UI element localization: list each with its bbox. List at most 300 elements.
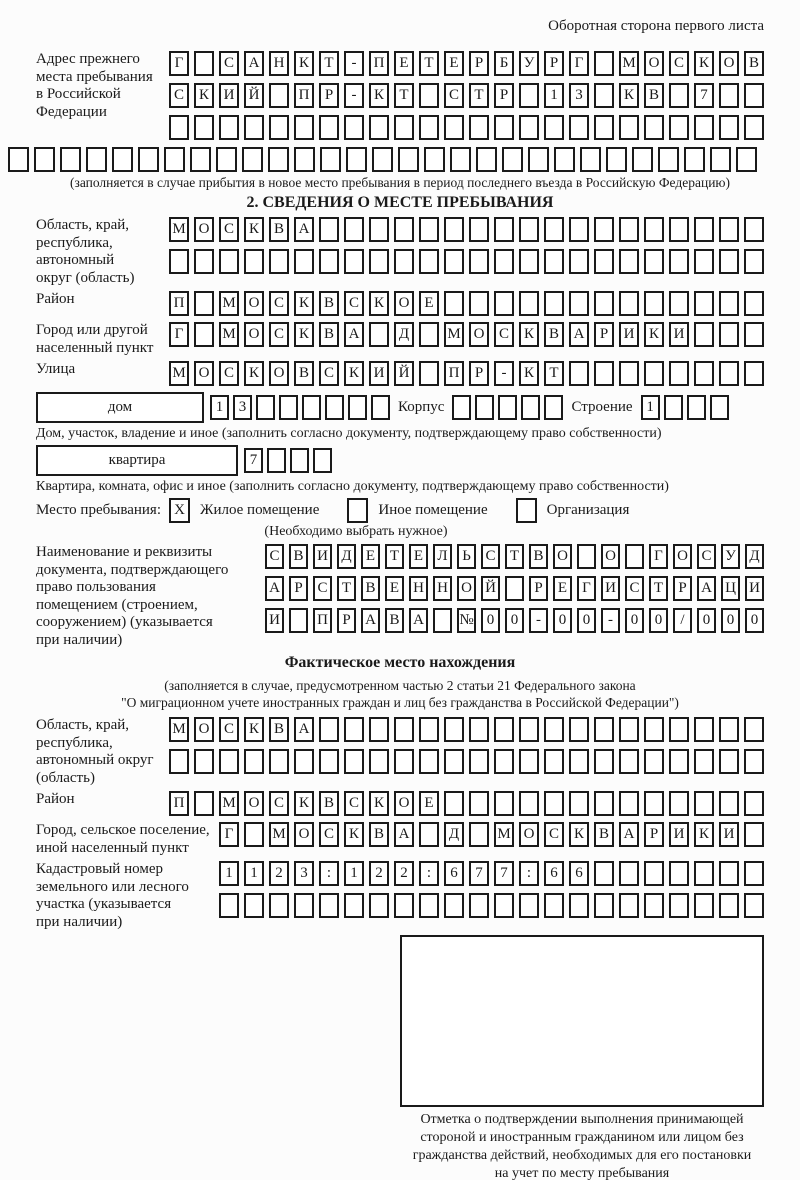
char-box[interactable]: К xyxy=(244,361,264,386)
char-box[interactable] xyxy=(444,249,464,274)
char-box[interactable] xyxy=(344,893,364,918)
char-box[interactable] xyxy=(398,147,419,172)
char-box[interactable]: Е xyxy=(361,544,380,569)
char-box[interactable] xyxy=(744,749,764,774)
char-box[interactable] xyxy=(348,395,367,420)
char-box[interactable] xyxy=(244,893,264,918)
char-box[interactable] xyxy=(302,395,321,420)
char-box[interactable]: С xyxy=(444,83,464,108)
char-box[interactable] xyxy=(744,115,764,140)
char-box[interactable]: : xyxy=(519,861,539,886)
char-box[interactable] xyxy=(419,822,439,847)
char-box[interactable]: И xyxy=(313,544,332,569)
char-box[interactable] xyxy=(294,147,315,172)
char-box[interactable] xyxy=(719,893,739,918)
char-box[interactable] xyxy=(194,51,214,76)
char-box[interactable] xyxy=(625,544,644,569)
char-box[interactable] xyxy=(60,147,81,172)
char-box[interactable]: И xyxy=(219,83,239,108)
char-box[interactable] xyxy=(544,893,564,918)
char-box[interactable]: И xyxy=(669,322,689,347)
char-box[interactable] xyxy=(669,893,689,918)
char-box[interactable] xyxy=(719,322,739,347)
char-box[interactable] xyxy=(719,291,739,316)
char-box[interactable]: В xyxy=(644,83,664,108)
char-box[interactable]: - xyxy=(529,608,548,633)
char-box[interactable] xyxy=(594,749,614,774)
char-box[interactable]: К xyxy=(369,291,389,316)
char-box[interactable]: Р xyxy=(529,576,548,601)
char-box[interactable]: 6 xyxy=(569,861,589,886)
char-box[interactable]: С xyxy=(269,322,289,347)
char-box[interactable]: П xyxy=(294,83,314,108)
char-box[interactable]: А xyxy=(619,822,639,847)
char-box[interactable] xyxy=(619,749,639,774)
char-box[interactable] xyxy=(369,893,389,918)
char-box[interactable] xyxy=(544,395,563,420)
char-box[interactable]: О xyxy=(244,791,264,816)
char-box[interactable] xyxy=(644,861,664,886)
char-box[interactable]: 1 xyxy=(219,861,239,886)
char-box[interactable] xyxy=(669,249,689,274)
char-box[interactable] xyxy=(544,791,564,816)
char-box[interactable] xyxy=(619,893,639,918)
char-box[interactable] xyxy=(394,717,414,742)
char-box[interactable]: Т xyxy=(419,51,439,76)
char-box[interactable]: Т xyxy=(385,544,404,569)
char-box[interactable] xyxy=(394,749,414,774)
char-box[interactable] xyxy=(494,249,514,274)
char-box[interactable]: Л xyxy=(433,544,452,569)
char-box[interactable] xyxy=(594,791,614,816)
char-box[interactable]: С xyxy=(269,791,289,816)
char-box[interactable]: А xyxy=(344,322,364,347)
char-box[interactable]: О xyxy=(394,291,414,316)
char-box[interactable] xyxy=(469,217,489,242)
char-box[interactable]: - xyxy=(344,51,364,76)
char-box[interactable] xyxy=(269,115,289,140)
char-box[interactable]: М xyxy=(444,322,464,347)
char-box[interactable] xyxy=(694,717,714,742)
char-box[interactable] xyxy=(319,217,339,242)
char-box[interactable] xyxy=(594,361,614,386)
char-box[interactable] xyxy=(279,395,298,420)
char-box[interactable]: А xyxy=(361,608,380,633)
char-box[interactable] xyxy=(267,448,286,473)
char-box[interactable]: Т xyxy=(544,361,564,386)
house-type-box[interactable]: дом xyxy=(36,392,204,423)
checkbox-residential[interactable]: X xyxy=(169,498,190,523)
char-box[interactable]: 2 xyxy=(369,861,389,886)
char-box[interactable]: : xyxy=(419,861,439,886)
char-box[interactable]: В xyxy=(319,322,339,347)
char-box[interactable] xyxy=(658,147,679,172)
char-box[interactable] xyxy=(469,791,489,816)
char-box[interactable] xyxy=(34,147,55,172)
char-box[interactable] xyxy=(744,861,764,886)
char-box[interactable]: К xyxy=(519,322,539,347)
char-box[interactable]: О xyxy=(469,322,489,347)
char-box[interactable]: Т xyxy=(337,576,356,601)
char-box[interactable] xyxy=(319,115,339,140)
char-box[interactable]: Р xyxy=(319,83,339,108)
char-box[interactable] xyxy=(694,291,714,316)
char-box[interactable] xyxy=(289,608,308,633)
char-box[interactable]: Е xyxy=(385,576,404,601)
char-box[interactable] xyxy=(244,822,264,847)
char-box[interactable]: Г xyxy=(569,51,589,76)
char-box[interactable] xyxy=(619,791,639,816)
char-box[interactable] xyxy=(694,115,714,140)
char-box[interactable]: С xyxy=(494,322,514,347)
char-box[interactable] xyxy=(744,361,764,386)
char-box[interactable] xyxy=(644,791,664,816)
char-box[interactable] xyxy=(544,717,564,742)
char-box[interactable] xyxy=(519,791,539,816)
char-box[interactable] xyxy=(394,115,414,140)
char-box[interactable] xyxy=(644,893,664,918)
char-box[interactable] xyxy=(86,147,107,172)
char-box[interactable] xyxy=(528,147,549,172)
char-box[interactable] xyxy=(419,361,439,386)
char-box[interactable]: М xyxy=(494,822,514,847)
char-box[interactable]: 3 xyxy=(233,395,252,420)
char-box[interactable]: 0 xyxy=(577,608,596,633)
char-box[interactable] xyxy=(544,291,564,316)
char-box[interactable]: Б xyxy=(494,51,514,76)
char-box[interactable]: Р xyxy=(644,822,664,847)
char-box[interactable] xyxy=(313,448,332,473)
char-box[interactable]: И xyxy=(719,822,739,847)
char-box[interactable] xyxy=(644,749,664,774)
char-box[interactable] xyxy=(519,749,539,774)
char-box[interactable] xyxy=(719,115,739,140)
char-box[interactable] xyxy=(194,791,214,816)
char-box[interactable] xyxy=(269,249,289,274)
char-box[interactable] xyxy=(577,544,596,569)
char-box[interactable] xyxy=(544,217,564,242)
char-box[interactable]: В xyxy=(294,361,314,386)
char-box[interactable]: В xyxy=(269,217,289,242)
char-box[interactable]: И xyxy=(369,361,389,386)
char-box[interactable] xyxy=(419,749,439,774)
char-box[interactable] xyxy=(369,749,389,774)
char-box[interactable] xyxy=(444,791,464,816)
char-box[interactable]: С xyxy=(319,822,339,847)
char-box[interactable] xyxy=(744,217,764,242)
char-box[interactable] xyxy=(469,822,489,847)
char-box[interactable]: 0 xyxy=(697,608,716,633)
char-box[interactable]: Р xyxy=(544,51,564,76)
char-box[interactable] xyxy=(344,749,364,774)
char-box[interactable] xyxy=(452,395,471,420)
char-box[interactable]: Е xyxy=(444,51,464,76)
char-box[interactable] xyxy=(669,361,689,386)
char-box[interactable] xyxy=(256,395,275,420)
char-box[interactable] xyxy=(619,115,639,140)
char-box[interactable] xyxy=(268,147,289,172)
char-box[interactable]: В xyxy=(385,608,404,633)
char-box[interactable] xyxy=(444,893,464,918)
char-box[interactable] xyxy=(369,217,389,242)
char-box[interactable] xyxy=(519,893,539,918)
char-box[interactable]: М xyxy=(169,361,189,386)
char-box[interactable] xyxy=(444,217,464,242)
char-box[interactable] xyxy=(216,147,237,172)
char-box[interactable]: 3 xyxy=(569,83,589,108)
char-box[interactable] xyxy=(269,749,289,774)
char-box[interactable] xyxy=(594,83,614,108)
char-box[interactable]: О xyxy=(394,791,414,816)
char-box[interactable]: В xyxy=(369,822,389,847)
char-box[interactable] xyxy=(372,147,393,172)
char-box[interactable]: 7 xyxy=(694,83,714,108)
char-box[interactable]: Г xyxy=(649,544,668,569)
char-box[interactable]: С xyxy=(265,544,284,569)
char-box[interactable] xyxy=(344,249,364,274)
char-box[interactable] xyxy=(719,791,739,816)
char-box[interactable]: С xyxy=(344,291,364,316)
char-box[interactable] xyxy=(319,717,339,742)
char-box[interactable]: Н xyxy=(269,51,289,76)
char-box[interactable] xyxy=(569,249,589,274)
char-box[interactable]: К xyxy=(344,822,364,847)
char-box[interactable] xyxy=(319,749,339,774)
char-box[interactable]: М xyxy=(219,291,239,316)
char-box[interactable] xyxy=(494,115,514,140)
char-box[interactable]: А xyxy=(569,322,589,347)
char-box[interactable]: Р xyxy=(337,608,356,633)
char-box[interactable] xyxy=(169,749,189,774)
char-box[interactable] xyxy=(469,893,489,918)
char-box[interactable]: О xyxy=(244,322,264,347)
char-box[interactable]: № xyxy=(457,608,476,633)
char-box[interactable]: У xyxy=(721,544,740,569)
char-box[interactable]: Р xyxy=(594,322,614,347)
char-box[interactable] xyxy=(8,147,29,172)
char-box[interactable]: П xyxy=(169,291,189,316)
char-box[interactable]: К xyxy=(644,322,664,347)
char-box[interactable] xyxy=(669,83,689,108)
char-box[interactable]: Т xyxy=(469,83,489,108)
char-box[interactable] xyxy=(498,395,517,420)
char-box[interactable] xyxy=(519,217,539,242)
char-box[interactable] xyxy=(194,291,214,316)
char-box[interactable]: К xyxy=(244,717,264,742)
char-box[interactable] xyxy=(694,361,714,386)
char-box[interactable]: А xyxy=(244,51,264,76)
char-box[interactable]: С xyxy=(669,51,689,76)
char-box[interactable] xyxy=(244,749,264,774)
char-box[interactable] xyxy=(494,717,514,742)
char-box[interactable] xyxy=(594,861,614,886)
char-box[interactable] xyxy=(569,291,589,316)
char-box[interactable]: А xyxy=(409,608,428,633)
char-box[interactable] xyxy=(444,115,464,140)
char-box[interactable]: С xyxy=(319,361,339,386)
char-box[interactable] xyxy=(669,791,689,816)
char-box[interactable] xyxy=(569,361,589,386)
char-box[interactable] xyxy=(594,217,614,242)
char-box[interactable] xyxy=(194,749,214,774)
char-box[interactable]: А xyxy=(394,822,414,847)
char-box[interactable]: Р xyxy=(289,576,308,601)
char-box[interactable]: 0 xyxy=(745,608,764,633)
char-box[interactable]: К xyxy=(569,822,589,847)
char-box[interactable]: Е xyxy=(419,291,439,316)
char-box[interactable]: В xyxy=(269,717,289,742)
char-box[interactable]: С xyxy=(625,576,644,601)
char-box[interactable] xyxy=(494,217,514,242)
char-box[interactable]: О xyxy=(294,822,314,847)
char-box[interactable] xyxy=(475,395,494,420)
char-box[interactable]: Й xyxy=(481,576,500,601)
char-box[interactable] xyxy=(744,322,764,347)
char-box[interactable]: К xyxy=(519,361,539,386)
char-box[interactable] xyxy=(744,291,764,316)
char-box[interactable] xyxy=(644,249,664,274)
char-box[interactable]: О xyxy=(194,217,214,242)
char-box[interactable]: О xyxy=(194,361,214,386)
char-box[interactable]: С xyxy=(219,361,239,386)
char-box[interactable]: 7 xyxy=(469,861,489,886)
char-box[interactable] xyxy=(419,83,439,108)
char-box[interactable]: Т xyxy=(649,576,668,601)
char-box[interactable]: 0 xyxy=(505,608,524,633)
char-box[interactable]: С xyxy=(219,717,239,742)
char-box[interactable] xyxy=(138,147,159,172)
char-box[interactable]: С xyxy=(544,822,564,847)
char-box[interactable]: Е xyxy=(394,51,414,76)
char-box[interactable]: О xyxy=(644,51,664,76)
char-box[interactable] xyxy=(606,147,627,172)
checkbox-other-premises[interactable] xyxy=(347,498,368,523)
char-box[interactable] xyxy=(194,115,214,140)
char-box[interactable]: М xyxy=(619,51,639,76)
char-box[interactable]: А xyxy=(265,576,284,601)
char-box[interactable] xyxy=(190,147,211,172)
char-box[interactable] xyxy=(269,83,289,108)
char-box[interactable]: В xyxy=(361,576,380,601)
char-box[interactable] xyxy=(394,217,414,242)
char-box[interactable] xyxy=(569,217,589,242)
char-box[interactable]: В xyxy=(594,822,614,847)
char-box[interactable] xyxy=(710,147,731,172)
char-box[interactable]: С xyxy=(269,291,289,316)
char-box[interactable] xyxy=(669,749,689,774)
char-box[interactable] xyxy=(444,717,464,742)
char-box[interactable] xyxy=(505,576,524,601)
char-box[interactable]: С xyxy=(481,544,500,569)
char-box[interactable] xyxy=(569,791,589,816)
char-box[interactable] xyxy=(644,115,664,140)
char-box[interactable] xyxy=(419,893,439,918)
char-box[interactable] xyxy=(219,249,239,274)
char-box[interactable]: П xyxy=(313,608,332,633)
char-box[interactable] xyxy=(669,717,689,742)
char-box[interactable] xyxy=(469,749,489,774)
char-box[interactable] xyxy=(269,893,289,918)
char-box[interactable] xyxy=(290,448,309,473)
char-box[interactable]: Й xyxy=(394,361,414,386)
char-box[interactable]: К xyxy=(344,361,364,386)
char-box[interactable] xyxy=(219,749,239,774)
char-box[interactable] xyxy=(369,115,389,140)
char-box[interactable]: Д xyxy=(337,544,356,569)
char-box[interactable]: В xyxy=(544,322,564,347)
char-box[interactable]: К xyxy=(369,83,389,108)
char-box[interactable] xyxy=(419,322,439,347)
char-box[interactable]: С xyxy=(219,51,239,76)
char-box[interactable]: В xyxy=(319,791,339,816)
char-box[interactable]: К xyxy=(694,822,714,847)
char-box[interactable] xyxy=(394,893,414,918)
char-box[interactable]: 6 xyxy=(544,861,564,886)
char-box[interactable] xyxy=(469,249,489,274)
char-box[interactable] xyxy=(502,147,523,172)
char-box[interactable] xyxy=(569,717,589,742)
char-box[interactable]: Н xyxy=(433,576,452,601)
char-box[interactable]: О xyxy=(519,822,539,847)
char-box[interactable] xyxy=(294,249,314,274)
char-box[interactable]: И xyxy=(669,822,689,847)
char-box[interactable] xyxy=(476,147,497,172)
char-box[interactable]: О xyxy=(269,361,289,386)
char-box[interactable] xyxy=(744,717,764,742)
char-box[interactable] xyxy=(544,115,564,140)
char-box[interactable] xyxy=(244,115,264,140)
char-box[interactable]: Д xyxy=(745,544,764,569)
char-box[interactable] xyxy=(219,115,239,140)
char-box[interactable] xyxy=(619,861,639,886)
char-box[interactable]: Й xyxy=(244,83,264,108)
char-box[interactable] xyxy=(319,893,339,918)
char-box[interactable]: М xyxy=(169,717,189,742)
char-box[interactable] xyxy=(346,147,367,172)
char-box[interactable] xyxy=(669,291,689,316)
char-box[interactable] xyxy=(469,291,489,316)
char-box[interactable] xyxy=(694,322,714,347)
char-box[interactable]: 7 xyxy=(244,448,263,473)
char-box[interactable]: : xyxy=(319,861,339,886)
char-box[interactable] xyxy=(719,83,739,108)
checkbox-organization[interactable] xyxy=(516,498,537,523)
char-box[interactable] xyxy=(319,249,339,274)
char-box[interactable] xyxy=(444,291,464,316)
char-box[interactable] xyxy=(494,893,514,918)
char-box[interactable] xyxy=(494,749,514,774)
char-box[interactable] xyxy=(494,291,514,316)
char-box[interactable] xyxy=(619,361,639,386)
char-box[interactable] xyxy=(644,361,664,386)
char-box[interactable] xyxy=(719,861,739,886)
char-box[interactable]: 2 xyxy=(269,861,289,886)
char-box[interactable] xyxy=(419,717,439,742)
char-box[interactable]: И xyxy=(619,322,639,347)
char-box[interactable]: С xyxy=(344,791,364,816)
char-box[interactable]: С xyxy=(313,576,332,601)
char-box[interactable]: 1 xyxy=(641,395,660,420)
char-box[interactable]: Г xyxy=(219,822,239,847)
char-box[interactable] xyxy=(294,115,314,140)
char-box[interactable] xyxy=(710,395,729,420)
char-box[interactable]: Д xyxy=(444,822,464,847)
char-box[interactable]: П xyxy=(369,51,389,76)
char-box[interactable] xyxy=(594,115,614,140)
char-box[interactable] xyxy=(371,395,390,420)
char-box[interactable]: Р xyxy=(673,576,692,601)
apartment-type-box[interactable]: квартира xyxy=(36,445,238,476)
